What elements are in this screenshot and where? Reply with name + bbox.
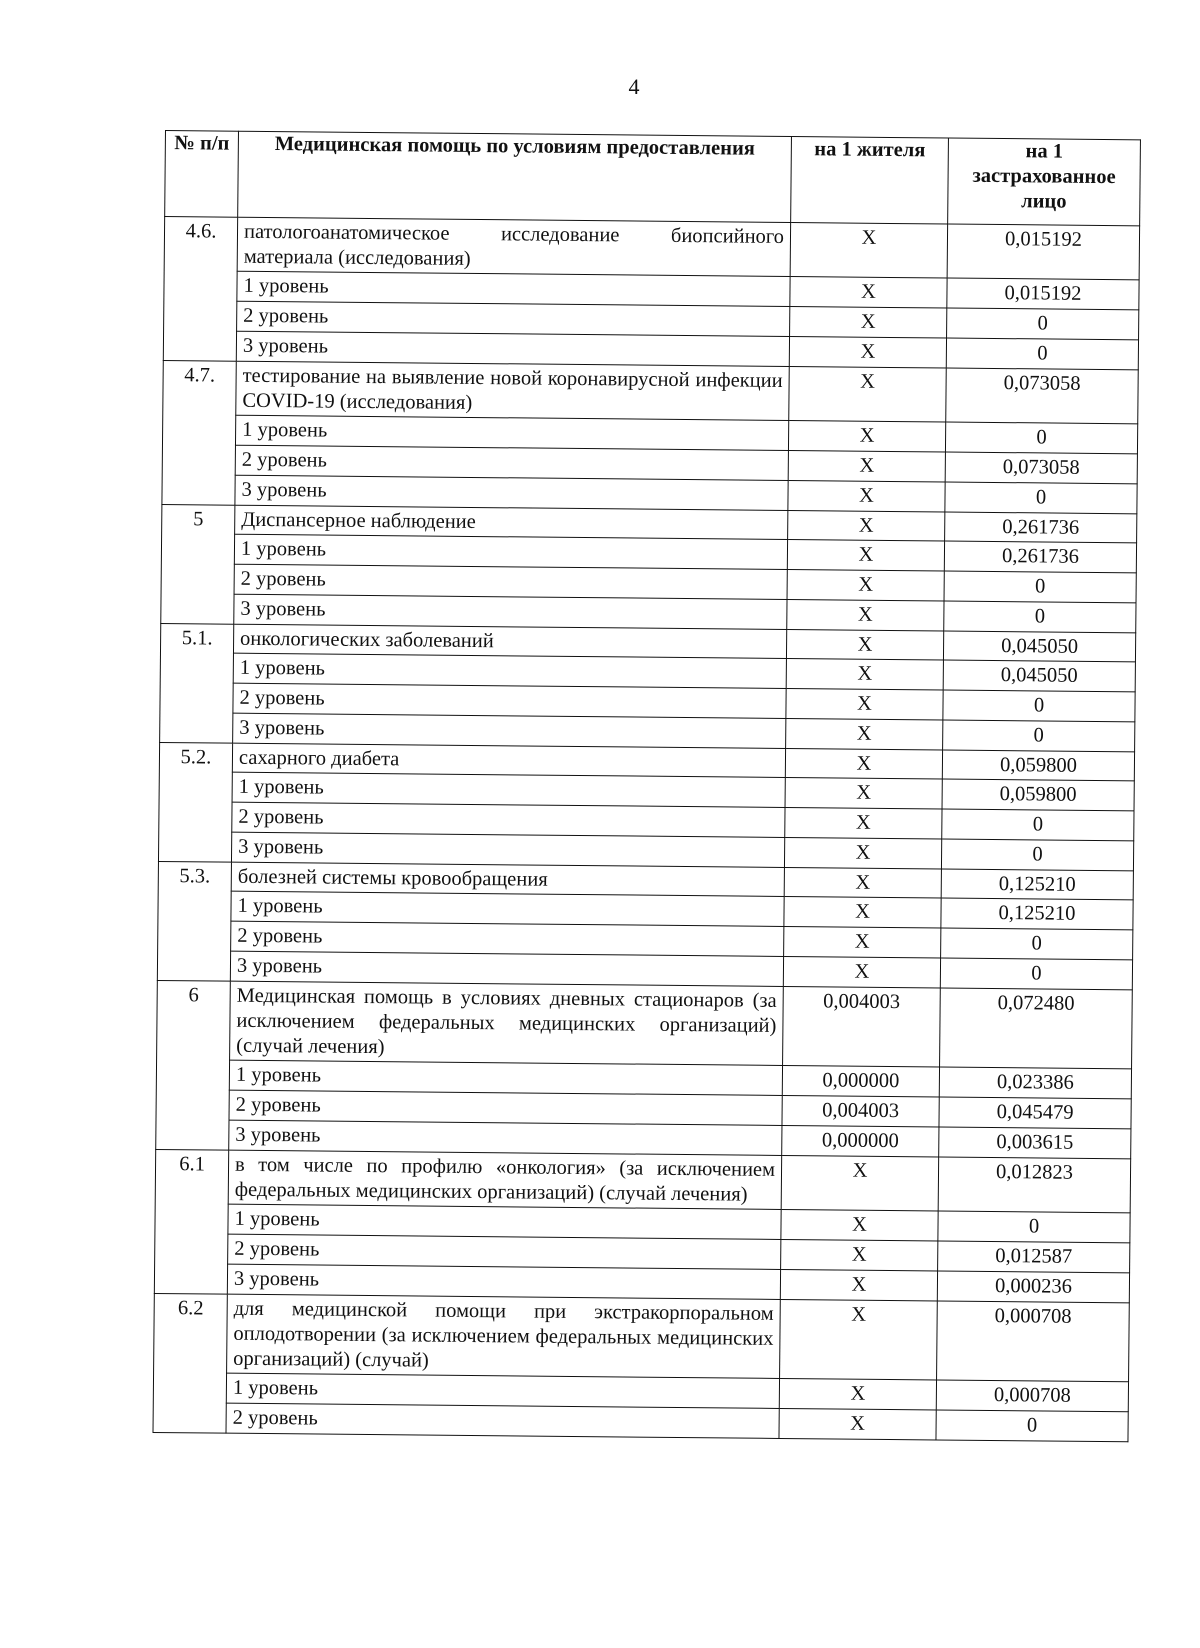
per-resident-cell: X (780, 1269, 937, 1301)
per-insured-cell: 0 (942, 809, 1134, 841)
per-resident-cell: X (786, 629, 943, 660)
care-type-cell: 1 уровень (234, 534, 787, 569)
table-body (153, 217, 1140, 1442)
care-type-cell: 3 уровень (235, 475, 788, 510)
per-insured-cell: 0 (943, 690, 1135, 722)
per-insured-cell: 0 (944, 571, 1136, 603)
per-insured-cell: 0 (946, 338, 1138, 370)
care-type-cell: в том числе по профилю «онкология» (за исключением федеральных медицинских организаций) (случай лечения) (228, 1150, 781, 1209)
table-row (163, 360, 1138, 423)
care-type-cell: 3 уровень (231, 832, 784, 867)
per-insured-cell: 0,012587 (938, 1241, 1130, 1273)
per-resident-cell: X (783, 956, 940, 988)
per-resident-cell: X (790, 277, 947, 309)
table-row (157, 980, 1133, 1068)
per-insured-cell: 0,261736 (945, 512, 1137, 543)
per-resident-cell: X (784, 867, 941, 898)
care-type-cell: сахарного диабета (232, 743, 785, 777)
care-type-cell: 2 уровень (228, 1234, 781, 1269)
per-insured-cell: 0,000708 (937, 1301, 1130, 1382)
per-resident-cell: X (784, 926, 941, 958)
per-resident-cell: X (785, 777, 942, 809)
per-resident-cell: X (785, 807, 942, 839)
per-resident-cell: 0,004003 (783, 986, 941, 1067)
per-insured-cell: 0,045479 (939, 1097, 1131, 1129)
row-number-cell: 5.1. (160, 623, 234, 743)
per-insured-cell: 0,073058 (946, 368, 1139, 424)
per-resident-cell: X (788, 450, 945, 482)
care-type-cell: 3 уровень (236, 331, 789, 366)
per-insured-cell: 0 (944, 601, 1136, 633)
per-insured-cell: 0,000708 (936, 1380, 1128, 1412)
per-resident-cell: X (787, 599, 944, 631)
header-name: Медицинская помощь по условиям предоставления (238, 131, 792, 222)
per-resident-cell: X (789, 337, 946, 369)
row-number-cell: 6.1 (154, 1149, 228, 1294)
care-type-cell: 3 уровень (234, 594, 787, 629)
per-insured-cell: 0,045050 (943, 631, 1135, 662)
row-number-cell: 5.3. (157, 861, 231, 981)
header-num: № п/п (165, 131, 239, 218)
row-number-cell: 6 (156, 980, 231, 1150)
row-number-cell: 6.2 (153, 1293, 227, 1433)
care-type-cell: 1 уровень (237, 271, 790, 306)
care-type-cell: 3 уровень (230, 951, 783, 986)
care-type-cell: 3 уровень (227, 1264, 780, 1299)
per-insured-cell: 0 (936, 1410, 1128, 1442)
per-insured-cell: 0 (941, 928, 1133, 960)
per-insured-cell: 0,012823 (938, 1157, 1131, 1213)
care-type-cell: патологоанатомическое исследование биопсийного материала (исследования) (237, 217, 790, 276)
per-resident-cell: X (786, 688, 943, 720)
per-insured-cell: 0,125210 (941, 869, 1133, 900)
row-number-cell: 4.6. (163, 217, 237, 362)
care-type-cell: 1 уровень (228, 1204, 781, 1239)
care-type-cell: 2 уровень (235, 445, 788, 480)
per-resident-cell: X (781, 1155, 939, 1211)
per-resident-cell: X (780, 1299, 938, 1380)
table-header (165, 131, 1141, 226)
care-type-cell: 1 уровень (232, 772, 785, 807)
per-insured-cell: 0 (938, 1211, 1130, 1243)
page-number: 4 (628, 74, 640, 99)
per-resident-cell: X (784, 896, 941, 928)
per-resident-cell: X (781, 1209, 938, 1241)
care-type-cell: 2 уровень (233, 683, 786, 718)
medical-care-table (152, 130, 1140, 1442)
per-insured-cell: 0,125210 (941, 898, 1133, 930)
per-insured-cell: 0 (941, 839, 1133, 871)
per-insured-cell: 0,045050 (943, 660, 1135, 692)
per-resident-cell: X (779, 1378, 936, 1410)
per-resident-cell: X (788, 480, 945, 512)
care-type-cell: 2 уровень (226, 1403, 779, 1438)
row-number-cell: 5 (161, 504, 235, 624)
per-resident-cell: X (787, 569, 944, 601)
per-insured-cell: 0,015192 (947, 278, 1139, 310)
care-type-cell: 2 уровень (237, 301, 790, 336)
table-row (154, 1293, 1130, 1381)
per-resident-cell: X (786, 658, 943, 690)
care-type-cell: 2 уровень (232, 802, 785, 837)
per-insured-cell: 0,023386 (939, 1067, 1131, 1099)
per-resident-cell: X (785, 748, 942, 779)
care-type-cell: 1 уровень (229, 1060, 782, 1095)
care-type-cell: 2 уровень (231, 921, 784, 956)
header-per-resident: на 1 жителя (791, 137, 949, 225)
per-resident-cell: X (786, 718, 943, 750)
per-insured-cell: 0,000236 (937, 1271, 1129, 1303)
care-type-cell: 1 уровень (233, 653, 786, 688)
care-type-cell: 2 уровень (229, 1090, 782, 1125)
per-insured-cell: 0 (943, 720, 1135, 752)
care-type-cell: Медицинская помощь в условиях дневных стационаров (за исключением федеральных медицинских организаций) (случай лечения) (230, 981, 784, 1065)
care-type-cell: тестирование на выявление новой коронавирусной инфекции COVID-19 (исследования) (236, 361, 789, 420)
care-type-cell: для медицинской помощи при экстракорпоральном оплодотворении (за исключением федеральных медицинских организаций) (случай) (227, 1294, 781, 1378)
per-resident-cell: 0,004003 (782, 1095, 939, 1127)
care-type-cell: 1 уровень (231, 891, 784, 926)
per-insured-cell: 0 (940, 958, 1132, 990)
per-insured-cell: 0 (947, 308, 1139, 340)
care-type-cell: 1 уровень (226, 1373, 779, 1408)
header-row (165, 131, 1141, 226)
care-type-cell: 1 уровень (235, 415, 788, 450)
care-type-cell: онкологических заболеваний (233, 624, 786, 658)
per-insured-cell: 0,072480 (940, 988, 1133, 1069)
per-resident-cell: X (787, 539, 944, 571)
per-insured-cell: 0,059800 (942, 750, 1134, 781)
per-insured-cell: 0,059800 (942, 779, 1134, 811)
per-resident-cell: X (790, 307, 947, 339)
per-insured-cell: 0,015192 (947, 224, 1140, 280)
care-type-cell: 3 уровень (233, 713, 786, 748)
per-resident-cell: X (788, 510, 945, 541)
per-resident-cell: X (779, 1408, 936, 1440)
per-resident-cell: X (790, 223, 948, 279)
per-resident-cell: X (784, 837, 941, 869)
table-row (155, 1149, 1130, 1212)
per-resident-cell: X (788, 421, 945, 453)
per-resident-cell: X (781, 1239, 938, 1271)
row-number-cell: 4.7. (162, 360, 236, 505)
per-resident-cell: X (789, 367, 947, 423)
header-per-insured: на 1 застрахованное лицо (948, 138, 1141, 226)
table-row (164, 217, 1139, 280)
care-type-cell: 2 уровень (234, 564, 787, 599)
per-insured-cell: 0 (945, 482, 1137, 514)
care-type-cell: Диспансерное наблюдение (235, 505, 788, 539)
per-resident-cell: 0,000000 (782, 1125, 939, 1157)
care-type-cell: болезней системы кровообращения (231, 862, 784, 896)
per-resident-cell: 0,000000 (782, 1065, 939, 1097)
per-insured-cell: 0,003615 (939, 1127, 1131, 1159)
per-insured-cell: 0,073058 (945, 452, 1137, 484)
per-insured-cell: 0 (945, 422, 1137, 454)
care-type-cell: 3 уровень (229, 1120, 782, 1155)
per-insured-cell: 0,261736 (944, 541, 1136, 573)
row-number-cell: 5.2. (158, 742, 232, 862)
